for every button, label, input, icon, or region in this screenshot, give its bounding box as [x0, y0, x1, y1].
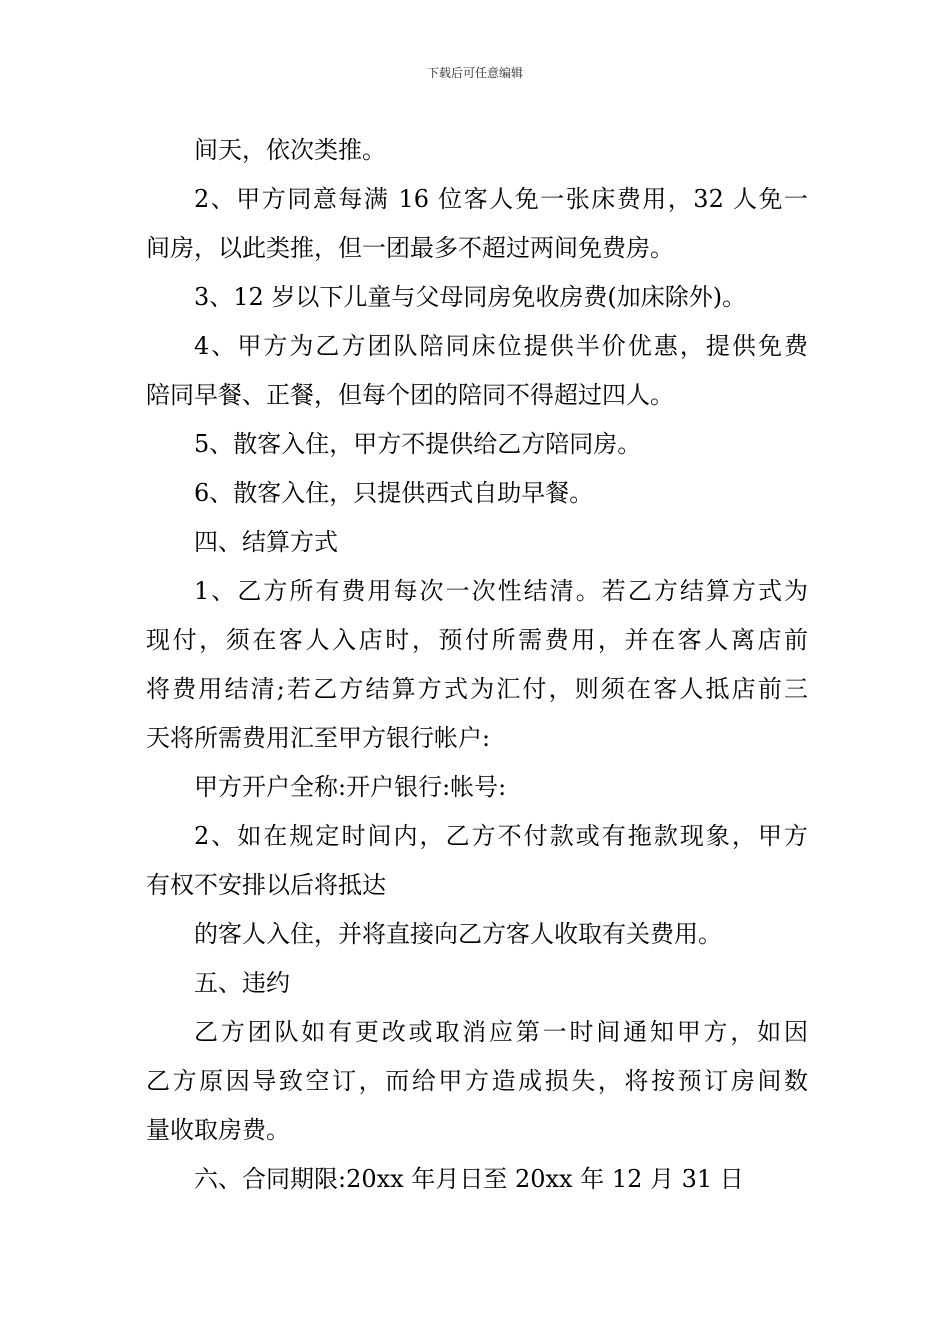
text-line: 3、12 岁以下儿童与父母同房免收房费(加床除外)。: [194, 283, 747, 311]
text-line: 甲方开户全称:开户银行:帐号:: [194, 773, 507, 801]
text-line: 乙方原因导致空订，而给甲方造成损失，将按预订房间数: [146, 1067, 808, 1095]
text-line: 6、散客入住，只提供西式自助早餐。: [194, 479, 594, 507]
text-line: 现付，须在客人入店时，预付所需费用，并在客人离店前: [146, 626, 808, 654]
text-line: 1、乙方所有费用每次一次性结清。若乙方结算方式为: [194, 577, 808, 605]
text-line: 天将所需费用汇至甲方银行帐户:: [146, 724, 491, 752]
page-header: 下载后可任意编辑: [426, 66, 523, 80]
body-text: [146, 126, 808, 1204]
text-line: 间房，以此类推，但一团最多不超过两间免费房。: [146, 234, 674, 262]
text-line: 间天，依次类推。: [194, 136, 386, 164]
text-line: 2、如在规定时间内，乙方不付款或有拖款现象，甲方: [194, 822, 808, 850]
text-line: 四、结算方式: [194, 528, 338, 556]
text-line: 5、散客入住，甲方不提供给乙方陪同房。: [194, 430, 642, 458]
text-line: 有权不安排以后将抵达: [146, 871, 386, 899]
text-line: 五、违约: [194, 969, 290, 997]
text-line: 量收取房费。: [146, 1116, 290, 1144]
text-line: 2、甲方同意每满 16 位客人免一张床费用，32 人免一: [194, 185, 808, 213]
text-line: 陪同早餐、正餐，但每个团的陪同不得超过四人。: [146, 381, 674, 409]
text-line: 乙方团队如有更改或取消应第一时间通知甲方，如因: [194, 1018, 808, 1046]
text-line: 的客人入住，并将直接向乙方客人收取有关费用。: [194, 920, 722, 948]
text-line: 六、合同期限:20xx 年月日至 20xx 年 12 月 31 日: [194, 1165, 744, 1193]
text-line: 4、甲方为乙方团队陪同床位提供半价优惠，提供免费: [194, 332, 808, 360]
text-line: 将费用结清;若乙方结算方式为汇付，则须在客人抵店前三: [146, 675, 808, 703]
